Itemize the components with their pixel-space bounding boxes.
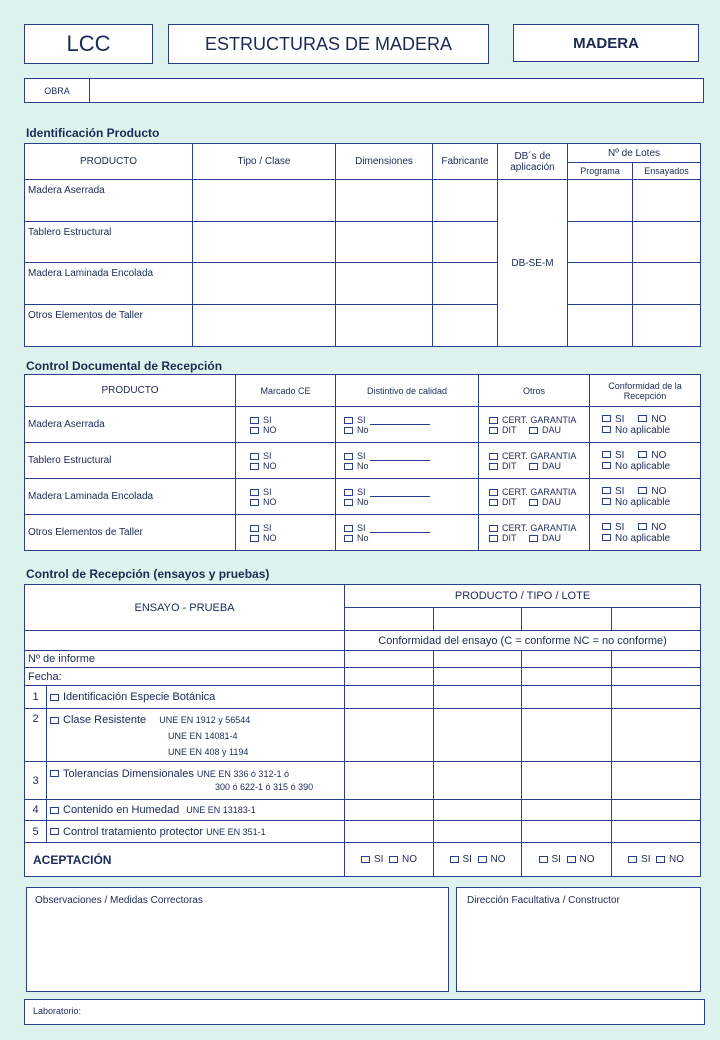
informe-field[interactable] — [345, 651, 434, 668]
tipo-field[interactable] — [193, 222, 336, 263]
checkbox[interactable] — [529, 463, 538, 470]
checkbox[interactable] — [250, 463, 259, 470]
checkbox[interactable] — [602, 426, 611, 433]
option-no: NO — [651, 449, 667, 461]
test-norm: UNE EN 13183-1 — [186, 805, 256, 815]
test-name: Identificación Especie Botánica — [63, 691, 216, 703]
checkbox[interactable] — [250, 499, 259, 506]
checkbox[interactable] — [539, 856, 548, 863]
dim-field[interactable] — [336, 263, 433, 305]
result-field[interactable] — [345, 821, 434, 843]
option-si: SI — [263, 522, 272, 533]
option-no-aplicable: No aplicable — [615, 460, 671, 472]
checkbox[interactable] — [344, 427, 353, 434]
section-identificacion-title: Identificación Producto — [26, 126, 160, 140]
result-field[interactable] — [612, 686, 701, 709]
checkbox[interactable] — [344, 453, 353, 460]
result-field[interactable] — [522, 800, 612, 821]
checkbox[interactable] — [602, 487, 611, 494]
test-norm: UNE EN 14081-4 — [168, 731, 238, 741]
option-si: SI — [462, 854, 472, 865]
col-producto: PRODUCTO — [25, 144, 193, 180]
result-field[interactable] — [434, 800, 522, 821]
result-field[interactable] — [522, 709, 612, 762]
checkbox[interactable] — [638, 487, 647, 494]
result-field[interactable] — [345, 709, 434, 762]
option-si: SI — [551, 854, 561, 865]
informe-field[interactable] — [612, 651, 701, 668]
informe-field[interactable] — [522, 651, 612, 668]
checkbox[interactable] — [489, 453, 498, 460]
option-dau: DAU — [542, 424, 562, 435]
ensayados-field[interactable] — [633, 222, 701, 263]
option-no: No — [357, 496, 369, 507]
product-row-label: Madera Aserrada — [25, 180, 193, 222]
result-field[interactable] — [612, 762, 701, 800]
control-documental-table — [24, 374, 701, 551]
observaciones-box[interactable] — [26, 887, 449, 992]
checkbox[interactable] — [602, 415, 611, 422]
result-field[interactable] — [522, 762, 612, 800]
test-number: 1 — [25, 686, 47, 709]
checkbox[interactable] — [489, 535, 498, 542]
test-norm: UNE EN 1912 y 56544 — [159, 715, 251, 725]
checkbox[interactable] — [344, 463, 353, 470]
fab-field[interactable] — [433, 305, 498, 347]
section-control-documental-title: Control Documental de Recepción — [26, 359, 223, 373]
option-si: SI — [615, 521, 625, 533]
checkbox[interactable] — [567, 856, 576, 863]
option-si: SI — [263, 414, 272, 425]
checkbox[interactable] — [250, 525, 259, 532]
dim-field[interactable] — [336, 305, 433, 347]
fab-field[interactable] — [433, 222, 498, 263]
option-no: NO — [263, 532, 277, 543]
observaciones-label: Observaciones / Medidas Correctoras — [35, 895, 203, 906]
result-field[interactable] — [522, 686, 612, 709]
col-producto: PRODUCTO — [25, 375, 236, 407]
checkbox[interactable] — [250, 489, 259, 496]
col-producto-tipo-lote: PRODUCTO / TIPO / LOTE — [345, 585, 701, 608]
result-field[interactable] — [345, 800, 434, 821]
option-dit: DIT — [502, 532, 517, 543]
result-field[interactable] — [612, 800, 701, 821]
checkbox[interactable] — [478, 856, 487, 863]
product-row-label: Otros Elementos de Taller — [25, 515, 236, 551]
col-otros: Otros — [479, 375, 590, 407]
programa-field[interactable] — [568, 263, 633, 305]
test-norm: 300 ó 622-1 ó 315 ó 390 — [215, 781, 314, 792]
test-norm: UNE EN 351-1 — [206, 826, 266, 837]
option-no: No — [357, 424, 369, 435]
option-dau: DAU — [542, 460, 562, 471]
tipo-field[interactable] — [193, 263, 336, 305]
logo-box — [24, 24, 153, 64]
option-cert: CERT. GARANTIA — [502, 486, 577, 497]
option-cert: CERT. GARANTIA — [502, 414, 577, 425]
col-distintivo: Distintivo de calidad — [336, 375, 479, 407]
lote-field[interactable] — [612, 608, 701, 631]
col-lotes: Nº de Lotes — [568, 144, 701, 163]
option-si: SI — [263, 450, 272, 461]
option-si: SI — [615, 413, 625, 425]
fecha-field[interactable] — [345, 668, 434, 686]
col-conformidad: Conformidad de la Recepción — [590, 375, 701, 407]
checkbox[interactable] — [50, 694, 59, 701]
test-name: Clase Resistente — [63, 714, 147, 726]
checkbox[interactable] — [344, 535, 353, 542]
option-no: NO — [263, 424, 277, 435]
option-no-aplicable: No aplicable — [615, 496, 671, 508]
test-number: 3 — [25, 762, 47, 800]
checkbox[interactable] — [489, 525, 498, 532]
product-row-label: Madera Laminada Encolada — [25, 263, 193, 305]
test-number: 2 — [25, 709, 47, 762]
option-no: NO — [651, 413, 667, 425]
checkbox[interactable] — [602, 498, 611, 505]
checkbox[interactable] — [529, 535, 538, 542]
test-number: 4 — [25, 800, 47, 821]
aceptacion-label: ACEPTACIÓN — [25, 843, 345, 877]
checkbox[interactable] — [529, 499, 538, 506]
page-title: ESTRUCTURAS DE MADERA — [204, 33, 453, 54]
lote-field[interactable] — [345, 608, 434, 631]
checkbox[interactable] — [489, 489, 498, 496]
checkbox[interactable] — [489, 499, 498, 506]
option-cert: CERT. GARANTIA — [502, 522, 577, 533]
result-field[interactable] — [434, 821, 522, 843]
checkbox[interactable] — [602, 451, 611, 458]
checkbox[interactable] — [602, 462, 611, 469]
lote-field[interactable] — [434, 608, 522, 631]
checkbox[interactable] — [602, 534, 611, 541]
programa-field[interactable] — [568, 180, 633, 222]
checkbox[interactable] — [489, 417, 498, 424]
result-field[interactable] — [434, 686, 522, 709]
fecha-field[interactable] — [522, 668, 612, 686]
test-name: Contenido en Humedad — [63, 804, 180, 816]
option-no: NO — [651, 521, 667, 533]
option-no: NO — [263, 496, 277, 507]
option-no: NO — [651, 485, 667, 497]
checkbox[interactable] — [656, 856, 665, 863]
title-box — [168, 24, 489, 64]
checkbox[interactable] — [50, 828, 59, 835]
product-row-label: Madera Laminada Encolada — [25, 479, 236, 515]
checkbox[interactable] — [450, 856, 459, 863]
fecha-field[interactable] — [434, 668, 522, 686]
checkbox[interactable] — [344, 499, 353, 506]
option-si: SI — [374, 854, 384, 865]
checkbox[interactable] — [344, 417, 353, 424]
option-dau: DAU — [542, 532, 562, 543]
category-box — [513, 24, 699, 62]
checkbox[interactable] — [602, 523, 611, 530]
col-tipo: Tipo / Clase — [193, 144, 336, 180]
obra-field[interactable] — [90, 79, 704, 103]
option-si: SI — [615, 485, 625, 497]
option-si: SI — [357, 450, 366, 461]
tipo-field[interactable] — [193, 305, 336, 347]
col-ensayados: Ensayados — [633, 163, 701, 180]
test-name: Tolerancias Dimensionales — [63, 767, 194, 780]
checkbox[interactable] — [638, 523, 647, 530]
col-db: DB´s de aplicación — [498, 144, 568, 180]
checkbox[interactable] — [50, 770, 59, 777]
option-si: SI — [263, 486, 272, 497]
option-no: NO — [579, 854, 595, 865]
result-field[interactable] — [612, 709, 701, 762]
test-name: Control tratamiento protector — [63, 825, 204, 838]
db-value: DB-SE-M — [498, 180, 568, 347]
ensayados-field[interactable] — [633, 305, 701, 347]
obra-table — [24, 78, 704, 103]
control-recepcion-table — [24, 584, 701, 877]
result-field[interactable] — [434, 709, 522, 762]
result-field[interactable] — [345, 762, 434, 800]
checkbox[interactable] — [529, 427, 538, 434]
fab-field[interactable] — [433, 180, 498, 222]
option-si: SI — [615, 449, 625, 461]
test-norm: UNE EN 336 ó 312-1 ó — [196, 768, 289, 779]
fecha-label: Fecha: — [25, 668, 345, 686]
fab-field[interactable] — [433, 263, 498, 305]
checkbox[interactable] — [489, 463, 498, 470]
product-row-label: Madera Aserrada — [25, 407, 236, 443]
ensayados-field[interactable] — [633, 263, 701, 305]
programa-field[interactable] — [568, 305, 633, 347]
option-no: No — [357, 532, 369, 543]
product-row-label: Tablero Estructural — [25, 443, 236, 479]
checkbox[interactable] — [344, 489, 353, 496]
category-label: MADERA — [573, 34, 639, 52]
checkbox[interactable] — [250, 535, 259, 542]
checkbox[interactable] — [250, 427, 259, 434]
option-si: SI — [357, 414, 366, 425]
programa-field[interactable] — [568, 222, 633, 263]
option-si: SI — [357, 486, 366, 497]
tipo-field[interactable] — [193, 180, 336, 222]
checkbox[interactable] — [389, 856, 398, 863]
informe-field[interactable] — [434, 651, 522, 668]
laboratorio-label: Laboratorio: — [33, 1006, 82, 1016]
checkbox[interactable] — [344, 525, 353, 532]
product-row-label: Tablero Estructural — [25, 222, 193, 263]
checkbox[interactable] — [638, 415, 647, 422]
direccion-label: Dirección Facultativa / Constructor — [467, 895, 620, 906]
checkbox[interactable] — [638, 451, 647, 458]
result-field[interactable] — [612, 821, 701, 843]
conformidad-legend: Conformidad del ensayo (C = conforme NC = no conforme) — [345, 631, 701, 651]
checkbox[interactable] — [361, 856, 370, 863]
product-row-label: Otros Elementos de Taller — [25, 305, 193, 347]
option-si: SI — [357, 522, 366, 533]
identificacion-table — [24, 143, 701, 347]
dim-field[interactable] — [336, 222, 433, 263]
section-control-recepcion-title: Control de Recepción (ensayos y pruebas) — [26, 567, 270, 581]
option-no: NO — [402, 854, 418, 865]
option-dit: DIT — [502, 460, 517, 471]
checkbox[interactable] — [50, 807, 59, 814]
option-no: NO — [669, 854, 685, 865]
test-norm: UNE EN 408 y 1194 — [168, 747, 249, 757]
col-ensayo: ENSAYO - PRUEBA — [25, 585, 345, 631]
option-si: SI — [641, 854, 651, 865]
option-dit: DIT — [502, 496, 517, 507]
laboratorio-box[interactable] — [24, 999, 705, 1025]
option-dit: DIT — [502, 424, 517, 435]
option-no-aplicable: No aplicable — [615, 424, 671, 436]
col-dimensiones: Dimensiones — [336, 144, 433, 180]
result-field[interactable] — [522, 821, 612, 843]
informe-label: Nº de informe — [25, 651, 345, 668]
test-number: 5 — [25, 821, 47, 843]
checkbox[interactable] — [250, 453, 259, 460]
option-no-aplicable: No aplicable — [615, 532, 671, 544]
option-cert: CERT. GARANTIA — [502, 450, 577, 461]
fecha-field[interactable] — [612, 668, 701, 686]
ensayados-field[interactable] — [633, 180, 701, 222]
col-fabricante: Fabricante — [433, 144, 498, 180]
logo: LCC — [66, 31, 111, 56]
option-no: No — [357, 460, 369, 471]
dim-field[interactable] — [336, 180, 433, 222]
result-field[interactable] — [345, 686, 434, 709]
col-programa: Programa — [568, 163, 633, 180]
checkbox[interactable] — [50, 717, 59, 724]
obra-label: OBRA — [25, 79, 90, 103]
option-no: NO — [263, 460, 277, 471]
result-field[interactable] — [434, 762, 522, 800]
lote-field[interactable] — [522, 608, 612, 631]
checkbox[interactable] — [628, 856, 637, 863]
direccion-box[interactable] — [456, 887, 701, 992]
checkbox[interactable] — [250, 417, 259, 424]
option-dau: DAU — [542, 496, 562, 507]
col-marcado: Marcado CE — [236, 375, 336, 407]
option-no: NO — [490, 854, 506, 865]
checkbox[interactable] — [489, 427, 498, 434]
